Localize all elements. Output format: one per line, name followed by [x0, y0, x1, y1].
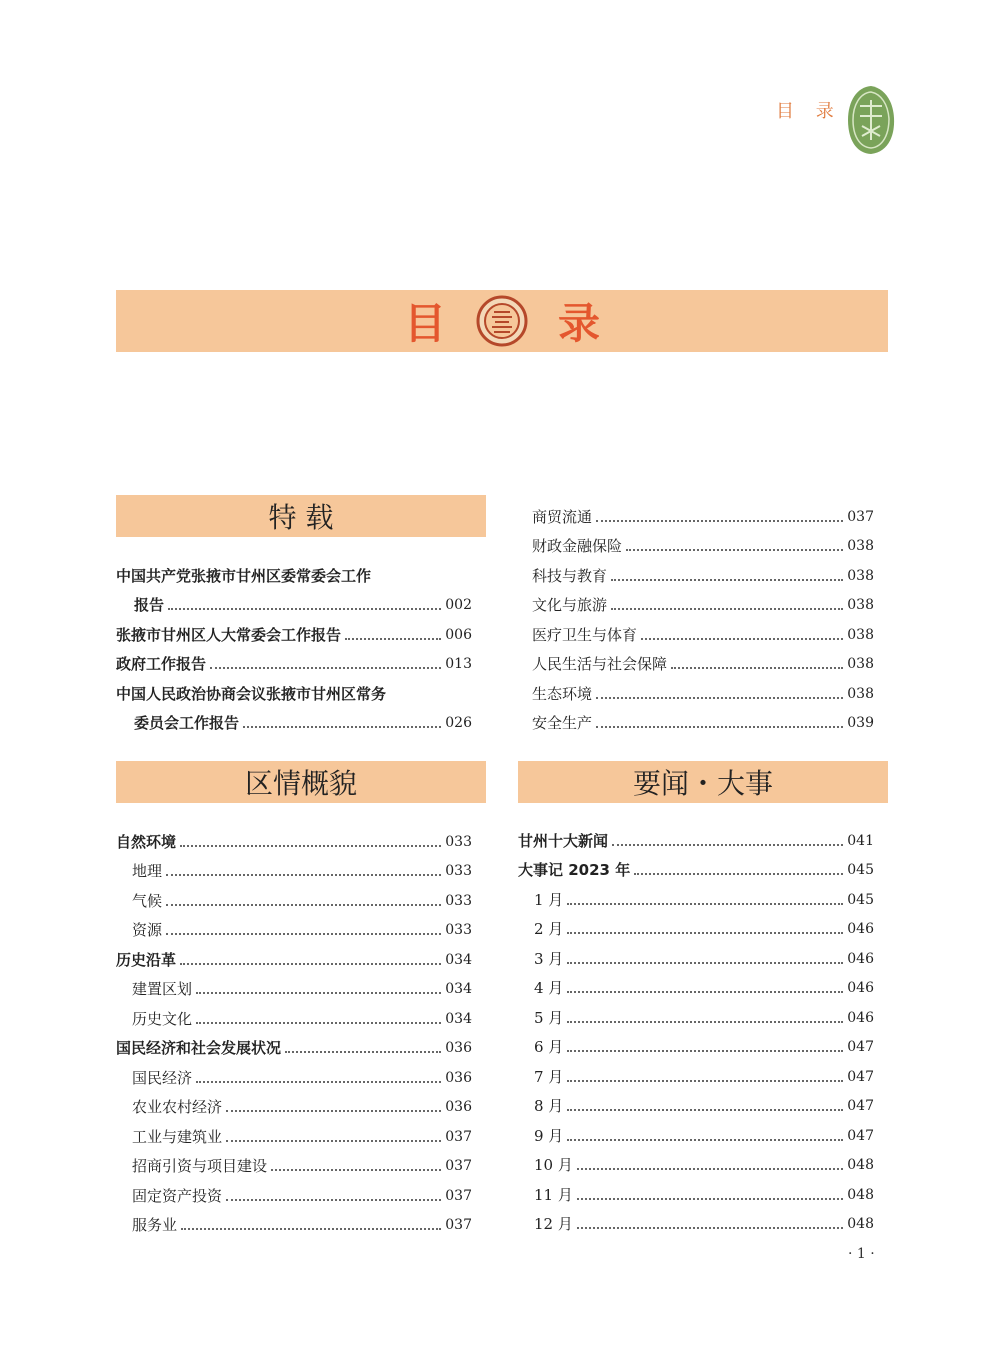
toc-entry[interactable]: 招商引资与项目建设 037 [132, 1157, 472, 1175]
toc-entry[interactable]: 地理 033 [132, 862, 472, 880]
title-right-char: 录 [558, 299, 601, 348]
leader-dots [596, 697, 843, 699]
leader-dots [166, 904, 441, 906]
section-heading-quqing: 区情概貌 [116, 761, 486, 803]
leader-dots [567, 903, 843, 905]
toc-entry[interactable]: 建置区划 034 [132, 980, 472, 998]
leader-dots [567, 1080, 843, 1082]
leader-dots [168, 608, 441, 610]
section-heading-tezai: 特 载 [116, 495, 486, 537]
leader-dots [166, 874, 441, 876]
leader-dots [180, 963, 441, 965]
leader-dots [596, 726, 843, 728]
title-left-char: 目 [403, 299, 446, 348]
toc-entry[interactable]: 大事记 2023 年 045 [518, 861, 874, 879]
leader-dots [596, 520, 843, 522]
leader-dots [611, 608, 843, 610]
leader-dots [226, 1140, 441, 1142]
leader-dots [641, 638, 843, 640]
leader-dots [612, 844, 843, 846]
section-heading-yaowen: 要闻・大事 [518, 761, 888, 803]
leader-dots [196, 1022, 441, 1024]
seal-emblem-icon [846, 84, 896, 156]
leader-dots [671, 667, 843, 669]
toc-entry[interactable]: 安全生产 039 [532, 714, 874, 732]
toc-entry[interactable]: 政府工作报告 013 [116, 655, 472, 673]
leader-dots [626, 549, 843, 551]
leader-dots [166, 933, 441, 935]
toc-entry[interactable]: 中国共产党张掖市甘州区委常委会工作 [116, 566, 372, 585]
leader-dots [567, 991, 843, 993]
leader-dots [180, 845, 441, 847]
leader-dots [611, 579, 843, 581]
leader-dots [243, 726, 441, 728]
toc-entry[interactable]: 资源 033 [132, 921, 472, 939]
toc-entry[interactable]: 国民经济 036 [132, 1068, 472, 1087]
toc-entry[interactable]: 12 月 048 [534, 1215, 874, 1233]
toc-entry[interactable]: 人民生活与社会保障 038 [532, 655, 874, 673]
toc-entry[interactable]: 报告 002 [134, 596, 472, 614]
toc-entry[interactable]: 11 月 048 [534, 1185, 874, 1204]
toc-entry[interactable]: 甘州十大新闻 041 [518, 831, 874, 850]
toc-entry[interactable]: 服务业 037 [132, 1216, 472, 1234]
toc-entry[interactable]: 气候 033 [132, 891, 472, 910]
circular-emblem-icon [476, 295, 528, 347]
leader-dots [285, 1051, 441, 1053]
toc-list-tezai [116, 555, 472, 732]
leader-dots [577, 1168, 843, 1170]
toc-list-yaowen [518, 820, 874, 1233]
leader-dots [345, 638, 441, 640]
page-number: · 1 · [848, 1246, 875, 1262]
toc-entry[interactable]: 9 月 047 [534, 1126, 874, 1145]
toc-entry[interactable]: 8 月 047 [534, 1097, 874, 1115]
toc-entry[interactable]: 商贸流通 037 [532, 507, 874, 526]
toc-list-right-top [532, 496, 874, 732]
toc-entry[interactable]: 历史沿革 034 [116, 950, 472, 969]
toc-entry[interactable]: 1 月 045 [534, 890, 874, 909]
leader-dots [196, 1081, 441, 1083]
toc-entry[interactable]: 张掖市甘州区人大常委会工作报告 006 [116, 625, 472, 644]
toc-entry[interactable]: 科技与教育 038 [532, 566, 874, 585]
toc-entry[interactable]: 4 月 046 [534, 979, 874, 997]
toc-entry[interactable]: 农业农村经济 036 [132, 1098, 472, 1116]
running-header: 目 录 [776, 101, 842, 122]
toc-entry[interactable]: 历史文化 034 [132, 1009, 472, 1028]
leader-dots [567, 1109, 843, 1111]
leader-dots [567, 962, 843, 964]
leader-dots [181, 1228, 441, 1230]
toc-entry[interactable]: 文化与旅游 038 [532, 596, 874, 614]
toc-entry[interactable]: 2 月 046 [534, 920, 874, 938]
toc-list-quqing [116, 821, 472, 1234]
toc-entry[interactable]: 医疗卫生与体育 038 [532, 625, 874, 644]
leader-dots [567, 932, 843, 934]
leader-dots [226, 1110, 441, 1112]
toc-entry[interactable]: 3 月 046 [534, 949, 874, 968]
toc-title-banner [116, 290, 888, 352]
leader-dots [567, 1139, 843, 1141]
leader-dots [634, 873, 843, 875]
toc-entry[interactable]: 固定资产投资 037 [132, 1186, 472, 1205]
leader-dots [567, 1050, 843, 1052]
toc-entry[interactable]: 生态环境 038 [532, 684, 874, 703]
leader-dots [226, 1199, 441, 1201]
leader-dots [567, 1021, 843, 1023]
toc-entry[interactable]: 委员会工作报告 026 [134, 714, 472, 732]
leader-dots [271, 1169, 441, 1171]
leader-dots [210, 667, 441, 669]
toc-entry[interactable]: 工业与建筑业 037 [132, 1127, 472, 1146]
leader-dots [577, 1227, 843, 1229]
toc-entry[interactable]: 自然环境 033 [116, 832, 472, 851]
toc-entry[interactable]: 财政金融保险 038 [532, 537, 874, 555]
toc-entry[interactable]: 7 月 047 [534, 1067, 874, 1086]
toc-entry[interactable]: 10 月 048 [534, 1156, 874, 1174]
leader-dots [196, 992, 441, 994]
toc-entry[interactable]: 5 月 046 [534, 1008, 874, 1027]
toc-entry[interactable]: 6 月 047 [534, 1038, 874, 1056]
toc-entry[interactable]: 中国人民政治协商会议张掖市甘州区常务 [116, 684, 387, 703]
toc-entry[interactable]: 国民经济和社会发展状况 036 [116, 1039, 472, 1057]
leader-dots [577, 1198, 843, 1200]
